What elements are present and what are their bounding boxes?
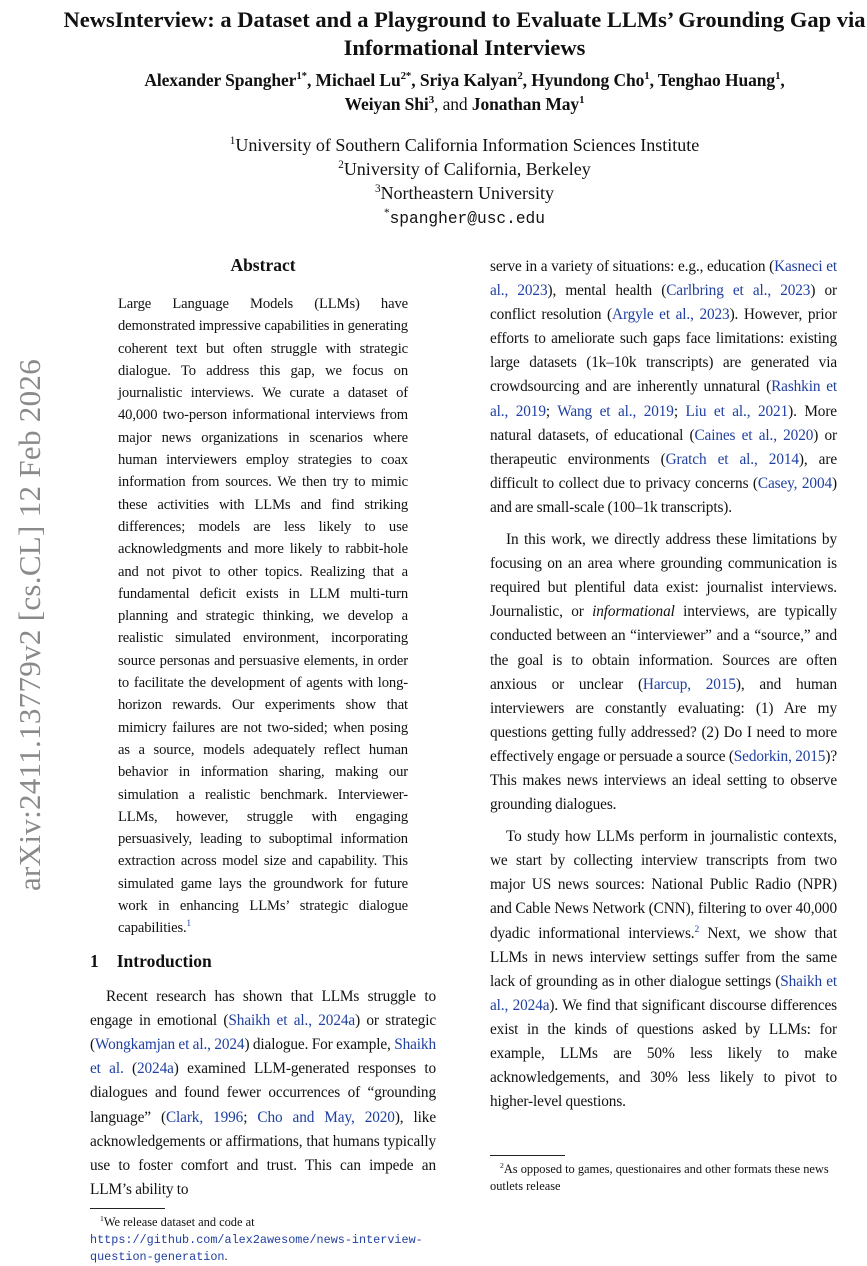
body-text: ;	[243, 1108, 258, 1126]
author-list: Alexander Spangher$^{1*}$, Michael $Lu^{2*}$, Sriya Kalyan$^2$, Hyundong Cho$^1$, Tenghao Huang$^1$, Weiyan Shi$^3$, and Jonathan May$^1$	[144, 70, 785, 114]
paragraph	[490, 255, 837, 520]
intro-right-column	[490, 255, 837, 1122]
body-text: ) examined LLM-generated responses to dialogues and found fewer occurrences of “grounding language” (	[90, 1060, 436, 1126]
citation-link[interactable]: 2024a	[136, 1060, 174, 1078]
author: Sriya Kalyan$^2$	[419, 70, 523, 90]
body-text: ) or conflict resolution (	[490, 282, 837, 324]
body-text: ) or therapeutic environments (	[490, 426, 837, 468]
citation-link[interactable]: Wongkamjan et al., 2024	[94, 1036, 245, 1054]
body-text: Large Language Models (LLMs) have demonstrated impressive capabilities in generating coherent text but often struggle with strategic dialogue. To address this gap, we focus on journalistic interviews. We curate a dataset of 40,000 two-person informational interviews from major news organizations in scenarios where human interviewers employ strategies to coax information from sources. We then try to mimic these activities with LLMs and find striking differences; models are less likely to use acknowledgments and more likely to rabbit-hole and not pivot to other topics. Realizing that a fundamental deficit exists in LLM multi-turn planning and strategic thinking, we develop a realistic simulated environment, incorporating source personas and persuasive elements, in order to facilitate the development of agents with long-horizon rewards. Our experiments show that mimicry failures are not two-sided; when posing as a source, models adequately reflect human behavior in information sharing, making our simulation a realistic benchmark. Interviewer-LLMs, however, struggle with engaging persuasively, leading to suboptimal information extraction across model size and capability. This simulated game lays the groundwork for future work in enhancing LLMs’ strategic dialogue capabilities.	[118, 296, 408, 937]
citation-link[interactable]: Shaikh et al., 2024a	[490, 972, 837, 1014]
citation-link[interactable]: Harcup, 2015	[642, 675, 736, 693]
section-heading: 1 Introduction	[90, 950, 212, 971]
abstract-body	[118, 293, 408, 940]
body-text: To study how LLMs perform in journalistic contexts, we start by collecting interview transcripts from two major US news sources: National Public Radio (NPR) and Cable News Network (CNN), filtering to over 40,000 dyadic informational interviews.	[490, 828, 837, 942]
affiliation: $^3$Northeastern University	[374, 183, 555, 203]
citation-link[interactable]: Rashkin et al., 2019	[490, 378, 838, 420]
citation-link[interactable]: Clark, 1996	[165, 1108, 244, 1126]
footnote-marker[interactable]: 2	[694, 924, 700, 935]
body-text: interviews, are typically conducted between an “interviewer” and a “source,” and the goal is to obtain information. Sources are often anxious or unclear (	[490, 603, 837, 693]
footnote-rule	[90, 1208, 165, 1209]
arxiv-identifier: arXiv:2411.13779v2 [cs.CL] 12 Feb 2026	[12, 358, 47, 892]
body-text: ) dialogue. For example,	[244, 1036, 395, 1054]
body-text: Next, we show that LLMs in news interview settings suffer from the same lack of grounding as in other dialogue settings (	[490, 924, 837, 990]
citation-link[interactable]: Cho and May, 2020	[257, 1108, 395, 1126]
footnote-2: $^2$As opposed to games, questionaires and other formats these news outlets release	[490, 1149, 837, 1194]
citation-link[interactable]: Caines et al., 2020	[694, 426, 814, 444]
paragraph	[490, 528, 837, 817]
citation-link[interactable]: Liu et al., 2021	[685, 402, 789, 420]
abstract-heading: Abstract	[230, 255, 296, 275]
body-text: ;	[673, 402, 686, 420]
citation-link[interactable]: Casey, 2004	[757, 474, 833, 492]
left-column	[90, 254, 436, 1265]
author: Hyundong Cho$^1$	[531, 70, 650, 90]
paper-header	[62, 6, 867, 231]
citation-link[interactable]: Shaikh et al.	[90, 1036, 436, 1078]
citation-link[interactable]: Wang et al., 2019	[557, 402, 674, 420]
citation-link[interactable]: Shaikh et al., 2024a	[228, 1011, 356, 1029]
body-text: Recent research has shown that LLMs struggle to engage in emotional (	[90, 987, 436, 1029]
body-text: ), mental health (	[547, 282, 667, 300]
citation-link[interactable]: Gratch et al., 2014	[665, 450, 799, 468]
citation-link[interactable]: Kasneci et al., 2023	[490, 258, 837, 300]
author: Jonathan May$^1$	[471, 94, 585, 114]
body-text: ). We find that significant discourse differences exist in the kinds of questions asked by LLMs: for example, LLMs are 50% less likely to make acknowledgements, and 30% less likely to pivot to higher-level questions.	[490, 996, 838, 1111]
body-text: ) and are small-scale (100–1k transcripts).	[490, 474, 837, 516]
affiliation: $^2$University of California, Berkeley	[338, 159, 591, 179]
body-text: )? This makes news interviews an ideal setting to observe grounding dialogues.	[490, 747, 837, 814]
footnote-1: $^1$We release dataset and code at https://github.com/alex2awesome/news-interview-question-generation.	[90, 1202, 436, 1266]
body-text: ), are difficult to collect due to privacy concerns (	[490, 450, 837, 492]
and-word: and	[442, 94, 468, 114]
body-text: ), and human interviewers are constantly evaluating: (1) Are my questions getting fully addressed? (2) Do I need to more effectively engage or persuade a source (	[490, 675, 838, 765]
paragraph	[90, 985, 436, 1203]
body-text: (	[123, 1060, 137, 1078]
dataset-link[interactable]: https://github.com/alex2awesome/news-interview-question-generation	[90, 1232, 423, 1265]
citation-link[interactable]: Argyle et al., 2023	[612, 306, 730, 324]
body-text: ). More natural datasets, of educational (	[490, 402, 837, 444]
right-column	[490, 255, 837, 1194]
citation-link[interactable]: Sedorkin, 2015	[733, 747, 826, 765]
intro-left-column	[90, 985, 436, 1203]
paragraph	[490, 825, 837, 1114]
affiliation: $^1$University of Southern California Information Sciences Institute	[229, 135, 700, 155]
body-text: In this work, we directly address these limitations by focusing on an area where grounding communication is required but plentiful data exist: journalist interviews. Journalistic, or	[490, 531, 837, 621]
body-text: ), like acknowledgements or affirmations, that humans typically use to foster comfort and trust. This can impede an LLM’s ability to	[90, 1108, 436, 1199]
author: Tenghao Huang$^1$	[657, 70, 781, 90]
body-text: ) or strategic (	[90, 1011, 436, 1054]
author: Michael $Lu^{2*}$	[315, 70, 412, 90]
paper-title: NewsInterview: a Dataset and a Playground to Evaluate LLMs’ Grounding Gap via Informational Interviews	[63, 7, 866, 60]
citation-link[interactable]: Carlbring et al., 2023	[666, 282, 811, 300]
body-text: ). However, prior efforts to ameliorate such gaps face limitations: existing large datasets (1k–10k transcripts) are generated via crowdsourcing and are inherently unnatural (	[490, 306, 837, 396]
footnote-rule	[490, 1155, 565, 1156]
body-text: ;	[545, 402, 558, 420]
affiliations	[62, 133, 867, 231]
author: Alexander Spangher$^{1*}$	[144, 70, 307, 90]
body-text: serve in a variety of situations: e.g., education (	[490, 258, 775, 275]
emphasis-text: informational	[592, 603, 675, 621]
footnote-marker[interactable]: 1	[186, 918, 191, 929]
email: *spangher@usc.edu	[383, 207, 545, 228]
author: Weiyan Shi$^3$	[344, 94, 435, 114]
